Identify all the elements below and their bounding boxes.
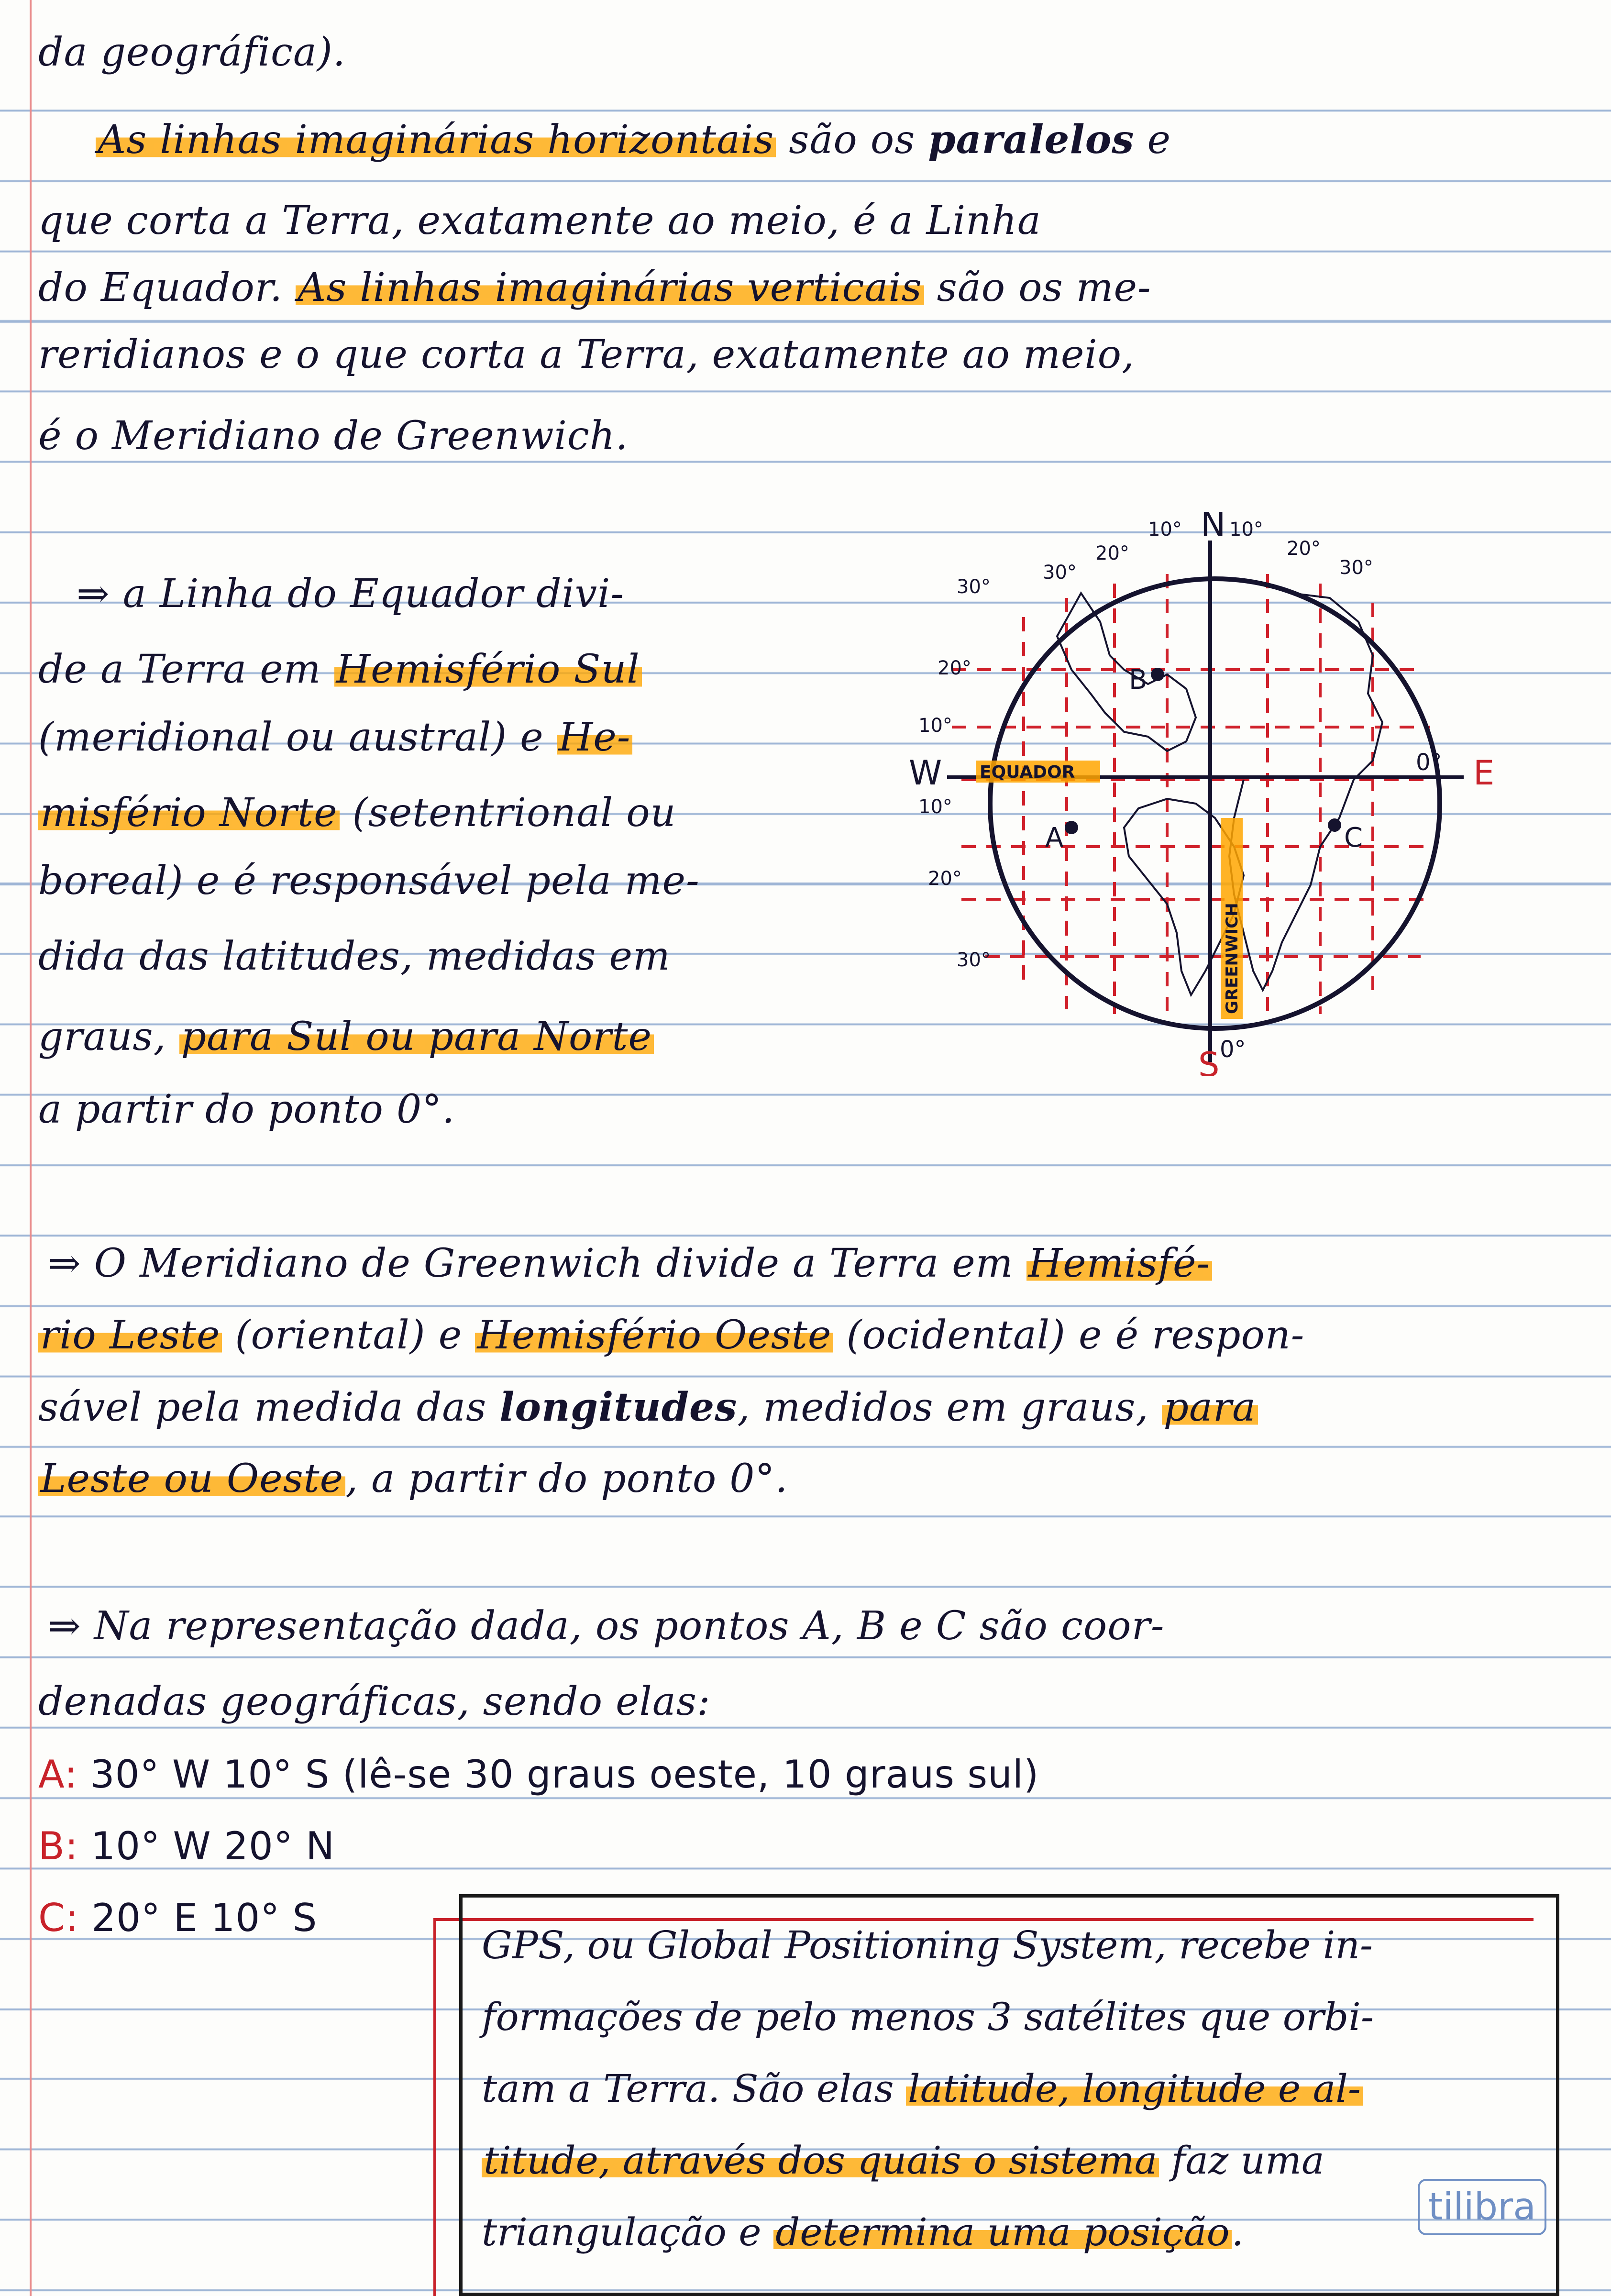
point-c-dot (1328, 818, 1341, 832)
point-a-label: A (1045, 822, 1064, 853)
deg-label: 10° (918, 715, 952, 737)
east-label: E (1473, 753, 1495, 793)
north-label: N (1201, 512, 1226, 544)
text-line: da geográfica). (38, 30, 346, 75)
text-line: graus, para Sul ou para Norte (38, 1004, 654, 1071)
text-line: reridianos e o que corta a Terra, exatamente ao meio, (38, 332, 1135, 377)
coordinate-a: A: 30° W 10° S (lê-se 30 graus oeste, 10 graus sul) (38, 1752, 1039, 1797)
zero-south-label: 0° (1220, 1036, 1246, 1063)
text-line: misfério Norte (setentrional ou (38, 780, 676, 847)
text-line: boreal) e é responsável pela me- (38, 858, 700, 904)
point-a-dot (1065, 821, 1078, 834)
gps-text-line: formações de pelo menos 3 satélites que orbi- (482, 1995, 1374, 2039)
coordinate-b: B: 10° W 20° N (38, 1824, 335, 1868)
gps-text-line: triangulação e determina uma posição. (482, 2210, 1244, 2254)
text-line: a partir do ponto 0°. (38, 1087, 455, 1132)
point-c-label: C (1344, 822, 1363, 853)
red-grid (952, 574, 1430, 1019)
west-label: W (909, 753, 942, 793)
deg-label: 30° (1043, 562, 1077, 584)
greenwich-label: GREENWICH (1223, 903, 1242, 1014)
text-line: que corta a Terra, exatamente ao meio, é a Linha (38, 198, 1041, 243)
coordinate-c: C: 20° E 10° S (38, 1896, 318, 1940)
margin-line (30, 0, 32, 2296)
deg-label: 20° (1095, 542, 1129, 564)
deg-label: 30° (957, 949, 991, 971)
point-b-dot (1151, 668, 1164, 681)
deg-label: 20° (938, 657, 971, 679)
continent-outlines (1057, 593, 1382, 995)
text-line: de a Terra em Hemisfério Sul (38, 636, 642, 703)
deg-label: 20° (1287, 538, 1321, 560)
text-line: dida das latitudes, medidas em (38, 934, 671, 979)
text-line: ⇒ Na representação dada, os pontos A, B e C são coor- (48, 1603, 1165, 1649)
brand-logo: tilibra (1418, 2179, 1546, 2235)
text-line: As linhas imaginárias horizontais são os paralelos e (96, 106, 1171, 173)
zero-east-label: 0° (1416, 749, 1442, 776)
equator-label: EQUADOR (980, 762, 1075, 782)
deg-label: 20° (928, 868, 962, 890)
point-b-label: B (1129, 664, 1148, 695)
south-label: S (1198, 1045, 1220, 1076)
text-line: sável pela medida das longitudes, medidos em graus, para (38, 1374, 1258, 1441)
text-line: do Equador. As linhas imaginárias verticais são os me- (38, 265, 1151, 310)
gps-box (459, 1894, 1559, 2296)
gps-text-line: titude, através dos quais o sistema faz uma (482, 2127, 1324, 2194)
text-line: ⇒ a Linha do Equador divi- (77, 571, 625, 617)
text-line: Leste ou Oeste, a partir do ponto 0°. (38, 1446, 788, 1512)
text-line: é o Meridiano de Greenwich. (38, 413, 629, 459)
gps-text-line: GPS, ou Global Positioning System, recebe in- (482, 1923, 1373, 1967)
globe-diagram (899, 512, 1512, 1076)
deg-label: 30° (957, 576, 991, 598)
text-line: denadas geográficas, sendo elas: (38, 1679, 711, 1724)
deg-label: 10° (1229, 519, 1263, 541)
text-line: rio Leste (oriental) e Hemisfério Oeste (ocidental) e é respon- (38, 1302, 1304, 1369)
deg-label: 10° (918, 796, 952, 818)
gps-text-line: tam a Terra. São elas latitude, longitude e al- (482, 2055, 1363, 2122)
text-line: (meridional ou austral) e He- (38, 704, 632, 771)
text-line: ⇒ O Meridiano de Greenwich divide a Terra em Hemisfé- (48, 1230, 1212, 1297)
deg-label: 30° (1339, 557, 1373, 579)
deg-label: 10° (1148, 519, 1182, 541)
